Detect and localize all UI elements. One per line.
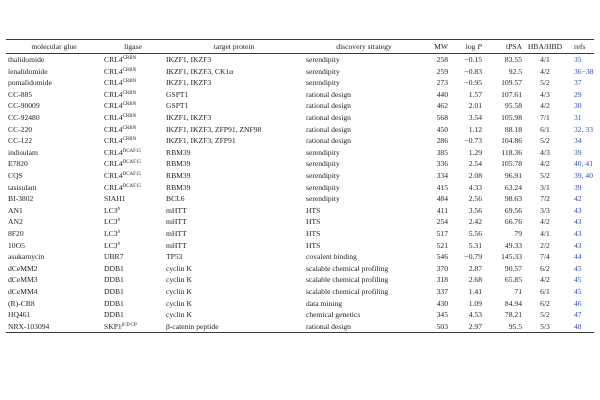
cell-tpsa: 92.5	[508, 66, 522, 76]
header-tpsa: tPSA	[484, 40, 524, 54]
cell-ligase	[102, 89, 164, 101]
cell-logp: 1.29	[468, 147, 482, 157]
cell-ligase	[102, 147, 164, 159]
cell-molecular-glue: lenalidomide	[8, 66, 48, 76]
cell-target-protein: IKZF1, IKZF3	[166, 55, 212, 65]
cell-target-protein: IKZF1, IKZF3, ZFP91, ZNF98	[166, 124, 262, 134]
header-target-protein: target protein	[164, 40, 304, 54]
header-logp-prefix: log	[465, 41, 478, 51]
cell-tpsa: 49.33	[504, 240, 522, 250]
cell-discovery-strategy: rational design	[306, 124, 351, 134]
cell-discovery-strategy: HTS	[306, 217, 321, 227]
cell-target-protein: TP53	[166, 252, 183, 262]
header-logp	[450, 40, 484, 54]
cell-ligase	[102, 54, 164, 66]
cell-tpsa: 78.21	[504, 310, 522, 320]
ligase-name: CRL4	[104, 136, 123, 146]
cell-molecular-glue: CC-90009	[8, 101, 40, 111]
cell-discovery-strategy: serendipity	[306, 159, 340, 169]
cell-tpsa: 96.91	[504, 170, 522, 180]
cell-tpsa: 104.86	[501, 136, 522, 146]
cell-ligase	[102, 158, 164, 170]
cell-target-protein: RBM39	[166, 182, 191, 192]
cell-discovery-strategy: scalable chemical profiling	[306, 275, 389, 285]
cell-refs: 45	[574, 263, 582, 273]
cell-refs: 46	[574, 298, 582, 308]
table-row	[6, 240, 594, 252]
cell-molecular-glue: CQS	[8, 170, 23, 180]
cell-discovery-strategy: rational design	[306, 89, 351, 99]
header-hba-hbd: HBA/HBD	[524, 40, 566, 54]
cell-target-protein: β-catenin peptide	[164, 321, 304, 333]
ligase-superscript: CRBN	[122, 67, 137, 73]
cell-target-protein: mHTT	[166, 228, 187, 238]
cell-discovery-strategy: covalent binding	[306, 252, 357, 262]
cell-ligase	[102, 124, 164, 136]
cell-logp: −0.83	[464, 66, 482, 76]
cell-discovery-strategy: HTS	[306, 240, 321, 250]
cell-discovery-strategy: rational design	[306, 136, 351, 146]
table-row	[6, 112, 594, 124]
cell-mw: 462	[436, 101, 448, 111]
ligase-superscript: CRBN	[122, 102, 137, 108]
ligase-name: DDB1	[104, 310, 124, 320]
cell-molecular-glue: CC-220	[8, 124, 33, 134]
cell-target-protein: RBM39	[166, 159, 191, 169]
header-mw: MW	[424, 40, 450, 54]
cell-refs: 39	[574, 182, 582, 192]
cell-molecular-glue: NRX-103094	[6, 321, 102, 333]
cell-target-protein: GSPT1	[166, 89, 189, 99]
cell-refs: 43	[574, 228, 582, 238]
cell-ligase	[102, 66, 164, 78]
cell-mw: 430	[436, 298, 448, 308]
cell-target-protein: mHTT	[166, 205, 187, 215]
cell-molecular-glue: CC-122	[8, 136, 33, 146]
cell-mw: 259	[436, 66, 448, 76]
cell-mw: 254	[436, 217, 448, 227]
cell-hba-hbd: 6/1	[540, 124, 550, 134]
ligase-name: CRL4	[104, 182, 123, 192]
table-row	[6, 263, 594, 275]
cell-tpsa: 63.24	[504, 182, 522, 192]
cell-ligase	[102, 228, 164, 240]
cell-mw: 521	[436, 240, 448, 250]
cell-tpsa: 66.76	[504, 217, 522, 227]
table-row	[6, 309, 594, 321]
table-row	[6, 170, 594, 182]
cell-tpsa: 88.18	[504, 124, 522, 134]
cell-molecular-glue: dCeMM4	[8, 286, 38, 296]
cell-tpsa: 90.57	[504, 263, 522, 273]
cell-molecular-glue: AN2	[8, 217, 23, 227]
cell-mw: 370	[436, 263, 448, 273]
cell-discovery-strategy: rational design	[306, 101, 351, 111]
cell-hba-hbd: 4/2	[540, 275, 550, 285]
cell-mw: 385	[436, 147, 448, 157]
cell-mw: 440	[436, 89, 448, 99]
cell-refs: 31	[574, 113, 582, 123]
cell-refs: 44	[574, 252, 582, 262]
table-row	[6, 251, 594, 263]
cell-logp: 3.56	[468, 205, 482, 215]
cell-mw: 411	[436, 205, 448, 215]
cell-refs: 47	[574, 310, 582, 320]
cell-molecular-glue: CC-885	[8, 89, 33, 99]
cell-hba-hbd: 6/1	[540, 286, 550, 296]
ligase-superscript: b	[117, 206, 121, 212]
ligase-name: DDB1	[104, 298, 124, 308]
cell-mw: 273	[436, 78, 448, 88]
cell-mw: 286	[436, 136, 448, 146]
cell-mw: 503	[424, 321, 450, 333]
cell-hba-hbd: 4/1	[540, 228, 550, 238]
cell-tpsa: 84.94	[504, 298, 522, 308]
cell-hba-hbd: 5/2	[540, 78, 550, 88]
cell-ligase	[102, 182, 164, 194]
cell-mw: 345	[436, 310, 448, 320]
cell-refs: 43	[574, 240, 582, 250]
cell-discovery-strategy: scalable chemical profiling	[306, 286, 389, 296]
cell-refs: 37	[574, 78, 582, 88]
ligase-superscript: CRBN	[122, 125, 137, 131]
cell-logp: 2.97	[450, 321, 484, 333]
ligase-superscript: b	[117, 229, 121, 235]
cell-ligase	[102, 193, 164, 205]
cell-refs: 32, 33	[574, 124, 593, 134]
cell-hba-hbd: 5/2	[540, 136, 550, 146]
cell-logp: 2.54	[468, 159, 482, 169]
cell-logp: 1.57	[468, 89, 482, 99]
ligase-superscript: CRBN	[122, 56, 137, 62]
cell-tpsa: 107.61	[501, 89, 522, 99]
cell-mw: 484	[436, 194, 448, 204]
cell-hba-hbd: 4/1	[540, 55, 550, 65]
cell-target-protein: cyclin K	[166, 298, 192, 308]
cell-molecular-glue: dCeMM3	[8, 275, 38, 285]
cell-logp: 2.56	[468, 194, 482, 204]
ligase-name: CRL4	[104, 113, 123, 123]
cell-logp: 2.42	[468, 217, 482, 227]
cell-hba-hbd: 5/3	[524, 321, 566, 333]
cell-target-protein: IKZF1, IKZF3, ZFP91	[166, 136, 236, 146]
cell-mw: 517	[436, 228, 448, 238]
cell-ligase	[102, 286, 164, 298]
cell-molecular-glue: pomalidomide	[8, 78, 52, 88]
ligase-name: SKP1	[104, 321, 122, 331]
ligase-name: CRL4	[104, 159, 123, 169]
cell-mw: 450	[436, 124, 448, 134]
table-row	[6, 228, 594, 240]
cell-hba-hbd: 4/2	[540, 66, 550, 76]
cell-ligase	[102, 251, 164, 263]
cell-refs: 45	[574, 286, 582, 296]
cell-hba-hbd: 4/2	[540, 159, 550, 169]
cell-molecular-glue: 8F20	[8, 228, 24, 238]
cell-tpsa: 95.58	[504, 101, 522, 111]
ligase-superscript: β-TrCP	[121, 322, 137, 328]
cell-tpsa: 98.63	[504, 194, 522, 204]
ligase-name: DDB1	[104, 286, 124, 296]
cell-logp: −0.79	[464, 252, 482, 262]
cell-discovery-strategy: chemical genetics	[306, 310, 361, 320]
cell-hba-hbd: 4/2	[540, 217, 550, 227]
table-row	[6, 297, 594, 309]
cell-molecular-glue: indisulam	[8, 147, 38, 157]
cell-refs: 35	[574, 55, 582, 65]
cell-discovery-strategy: data mining	[306, 298, 343, 308]
cell-hba-hbd: 5/2	[540, 170, 550, 180]
ligase-superscript: DCAF15	[122, 148, 141, 154]
ligase-name: UBR7	[104, 252, 124, 262]
cell-refs: 43	[574, 217, 582, 227]
ligase-name: CRL4	[104, 78, 123, 88]
cell-target-protein: IKZF1, IKZF3	[166, 78, 212, 88]
cell-logp: 2.68	[468, 275, 482, 285]
ligase-name: CRL4	[104, 66, 123, 76]
cell-hba-hbd: 3/1	[540, 182, 550, 192]
cell-discovery-strategy: rational design	[306, 113, 351, 123]
cell-ligase	[102, 205, 164, 217]
cell-tpsa: 79	[514, 228, 522, 238]
table-row	[6, 274, 594, 286]
cell-tpsa: 83.55	[504, 55, 522, 65]
cell-molecular-glue: thalidomide	[8, 55, 45, 65]
cell-refs: 48	[566, 321, 594, 333]
table-row	[6, 158, 594, 170]
ligase-name: CRL4	[104, 124, 123, 134]
cell-hba-hbd: 2/2	[540, 240, 550, 250]
cell-mw: 568	[436, 113, 448, 123]
cell-discovery-strategy: serendipity	[306, 182, 340, 192]
cell-hba-hbd: 5/2	[540, 310, 550, 320]
cell-logp: 1.12	[468, 124, 482, 134]
ligase-name: CRL4	[104, 101, 123, 111]
table-row	[6, 100, 594, 112]
cell-discovery-strategy: serendipity	[306, 55, 340, 65]
ligase-superscript: DCAF15	[122, 160, 141, 166]
cell-tpsa: 69.56	[504, 205, 522, 215]
cell-tpsa: 105.78	[501, 159, 522, 169]
cell-target-protein: cyclin K	[166, 263, 192, 273]
ligase-name: LC3	[104, 240, 118, 250]
cell-ligase	[102, 309, 164, 321]
ligase-name: CRL4	[104, 89, 123, 99]
cell-mw: 258	[436, 55, 448, 65]
table-row	[6, 182, 594, 194]
cell-molecular-glue: AN1	[8, 205, 23, 215]
table-row	[6, 216, 594, 228]
cell-hba-hbd: 7/1	[540, 113, 550, 123]
cell-tpsa: 105.98	[501, 113, 522, 123]
cell-ligase	[102, 274, 164, 286]
cell-mw: 337	[436, 286, 448, 296]
ligase-superscript: DCAF15	[122, 183, 141, 189]
cell-ligase	[102, 216, 164, 228]
ligase-name: LC3	[104, 228, 118, 238]
cell-discovery-strategy: HTS	[306, 228, 321, 238]
cell-hba-hbd: 6/2	[540, 298, 550, 308]
cell-logp: 2.01	[468, 101, 482, 111]
cell-logp: 5.56	[468, 228, 482, 238]
cell-ligase	[102, 170, 164, 182]
cell-molecular-glue: tasisulam	[8, 182, 37, 192]
table-header	[6, 40, 594, 54]
cell-target-protein: cyclin K	[166, 286, 192, 296]
cell-discovery-strategy: serendipity	[306, 78, 340, 88]
cell-target-protein: IKZF1, IKZF3, CK1α	[166, 66, 234, 76]
cell-tpsa: 95.5	[484, 321, 524, 333]
cell-logp: −0.95	[464, 78, 482, 88]
cell-discovery-strategy: scalable chemical profiling	[306, 263, 389, 273]
cell-target-protein: IKZF1, IKZF3	[166, 113, 212, 123]
cell-ligase	[102, 112, 164, 124]
ligase-name: LC3	[104, 217, 118, 227]
table-row	[6, 77, 594, 89]
ligase-superscript: CRBN	[122, 137, 137, 143]
cell-refs: 29	[574, 89, 582, 99]
cell-mw: 336	[436, 159, 448, 169]
table-row	[6, 135, 594, 147]
ligase-name: SIAH1	[104, 194, 126, 204]
table-row	[6, 193, 594, 205]
cell-logp: 4.33	[468, 182, 482, 192]
cell-logp: 2.08	[468, 170, 482, 180]
header-molecular-glue: molecular glue	[6, 40, 102, 54]
cell-refs: 30	[574, 101, 582, 111]
cell-molecular-glue: CC-92480	[8, 113, 40, 123]
table-row	[6, 124, 594, 136]
cell-mw: 415	[436, 182, 448, 192]
ligase-name: CRL4	[104, 55, 123, 65]
ligase-superscript: b	[117, 241, 121, 247]
cell-molecular-glue: HQ461	[8, 310, 31, 320]
cell-logp: 5.31	[468, 240, 482, 250]
cell-refs: 36−38	[574, 66, 594, 76]
cell-logp: 2.87	[468, 263, 482, 273]
cell-hba-hbd: 4/2	[540, 101, 550, 111]
cell-discovery-strategy: serendipity	[306, 66, 340, 76]
table-body	[6, 54, 594, 333]
cell-discovery-strategy: serendipity	[306, 170, 340, 180]
cell-hba-hbd: 4/3	[540, 147, 550, 157]
cell-hba-hbd: 3/3	[540, 205, 550, 215]
ligase-name: DDB1	[104, 275, 124, 285]
cell-discovery-strategy: HTS	[306, 205, 321, 215]
cell-refs: 45	[574, 275, 582, 285]
cell-refs: 39	[574, 147, 582, 157]
ligase-name: LC3	[104, 205, 118, 215]
cell-ligase	[102, 77, 164, 89]
cell-target-protein: GSPT1	[166, 101, 189, 111]
cell-tpsa: 145.33	[501, 252, 522, 262]
table-row	[6, 66, 594, 78]
cell-hba-hbd: 6/2	[540, 263, 550, 273]
cell-hba-hbd: 7/4	[540, 252, 550, 262]
cell-ligase	[102, 297, 164, 309]
cell-refs: 39, 40	[574, 170, 593, 180]
cell-ligase	[102, 263, 164, 275]
cell-hba-hbd: 4/3	[540, 89, 550, 99]
cell-target-protein: cyclin K	[166, 310, 192, 320]
header-row	[6, 40, 594, 54]
cell-molecular-glue: E7820	[8, 159, 28, 169]
table-row	[6, 147, 594, 159]
ligase-name: DDB1	[104, 263, 124, 273]
cell-target-protein: RBM39	[166, 170, 191, 180]
cell-molecular-glue: 10O5	[8, 240, 25, 250]
cell-target-protein: RBM39	[166, 147, 191, 157]
cell-refs: 42	[574, 194, 582, 204]
cell-mw: 318	[436, 275, 448, 285]
ligase-superscript: b	[117, 218, 121, 224]
cell-logp: 4.53	[468, 310, 482, 320]
cell-hba-hbd: 7/2	[540, 194, 550, 204]
header-discovery-strategy: discovery strategy	[304, 40, 424, 54]
ligase-superscript: DCAF15	[122, 171, 141, 177]
cell-mw: 546	[436, 252, 448, 262]
cell-tpsa: 71	[514, 286, 522, 296]
cell-target-protein: BCL6	[166, 194, 185, 204]
cell-molecular-glue: BI-3802	[8, 194, 34, 204]
cell-ligase	[102, 240, 164, 252]
cell-molecular-glue: dCeMM2	[8, 263, 38, 273]
cell-logp: −0.15	[464, 55, 482, 65]
molecular-glue-table	[6, 39, 594, 333]
table-row	[6, 286, 594, 298]
header-logp-var: P	[477, 41, 482, 51]
header-refs: refs	[566, 40, 594, 54]
cell-molecular-glue: (R)-CR8	[8, 298, 35, 308]
cell-ligase	[102, 135, 164, 147]
cell-refs: 40, 41	[574, 159, 593, 169]
table-row	[6, 205, 594, 217]
ligase-superscript: CRBN	[122, 114, 137, 120]
cell-mw: 334	[436, 170, 448, 180]
cell-discovery-strategy: rational design	[304, 321, 424, 333]
cell-discovery-strategy: serendipity	[306, 147, 340, 157]
cell-target-protein: mHTT	[166, 240, 187, 250]
cell-target-protein: mHTT	[166, 217, 187, 227]
cell-logp: 1.09	[468, 298, 482, 308]
table-row	[6, 54, 594, 66]
cell-target-protein: cyclin K	[166, 275, 192, 285]
header-ligase: ligase	[102, 40, 164, 54]
cell-ligase	[102, 321, 164, 333]
cell-tpsa: 65.85	[504, 275, 522, 285]
ligase-superscript: CRBN	[122, 79, 137, 85]
ligase-name: CRL4	[104, 170, 123, 180]
table-row	[6, 89, 594, 101]
cell-logp: 3.54	[468, 113, 482, 123]
ligase-superscript: CRBN	[122, 90, 137, 96]
cell-discovery-strategy: serendipity	[306, 194, 340, 204]
cell-ligase	[102, 100, 164, 112]
ligase-name: CRL4	[104, 147, 123, 157]
cell-logp: 1.41	[468, 286, 482, 296]
cell-logp: −0.73	[464, 136, 482, 146]
cell-refs: 43	[574, 205, 582, 215]
cell-molecular-glue: asukamycin	[8, 252, 45, 262]
cell-tpsa: 109.57	[501, 78, 522, 88]
table-row	[6, 321, 594, 333]
cell-tpsa: 118.36	[501, 147, 522, 157]
cell-refs: 34	[574, 136, 582, 146]
